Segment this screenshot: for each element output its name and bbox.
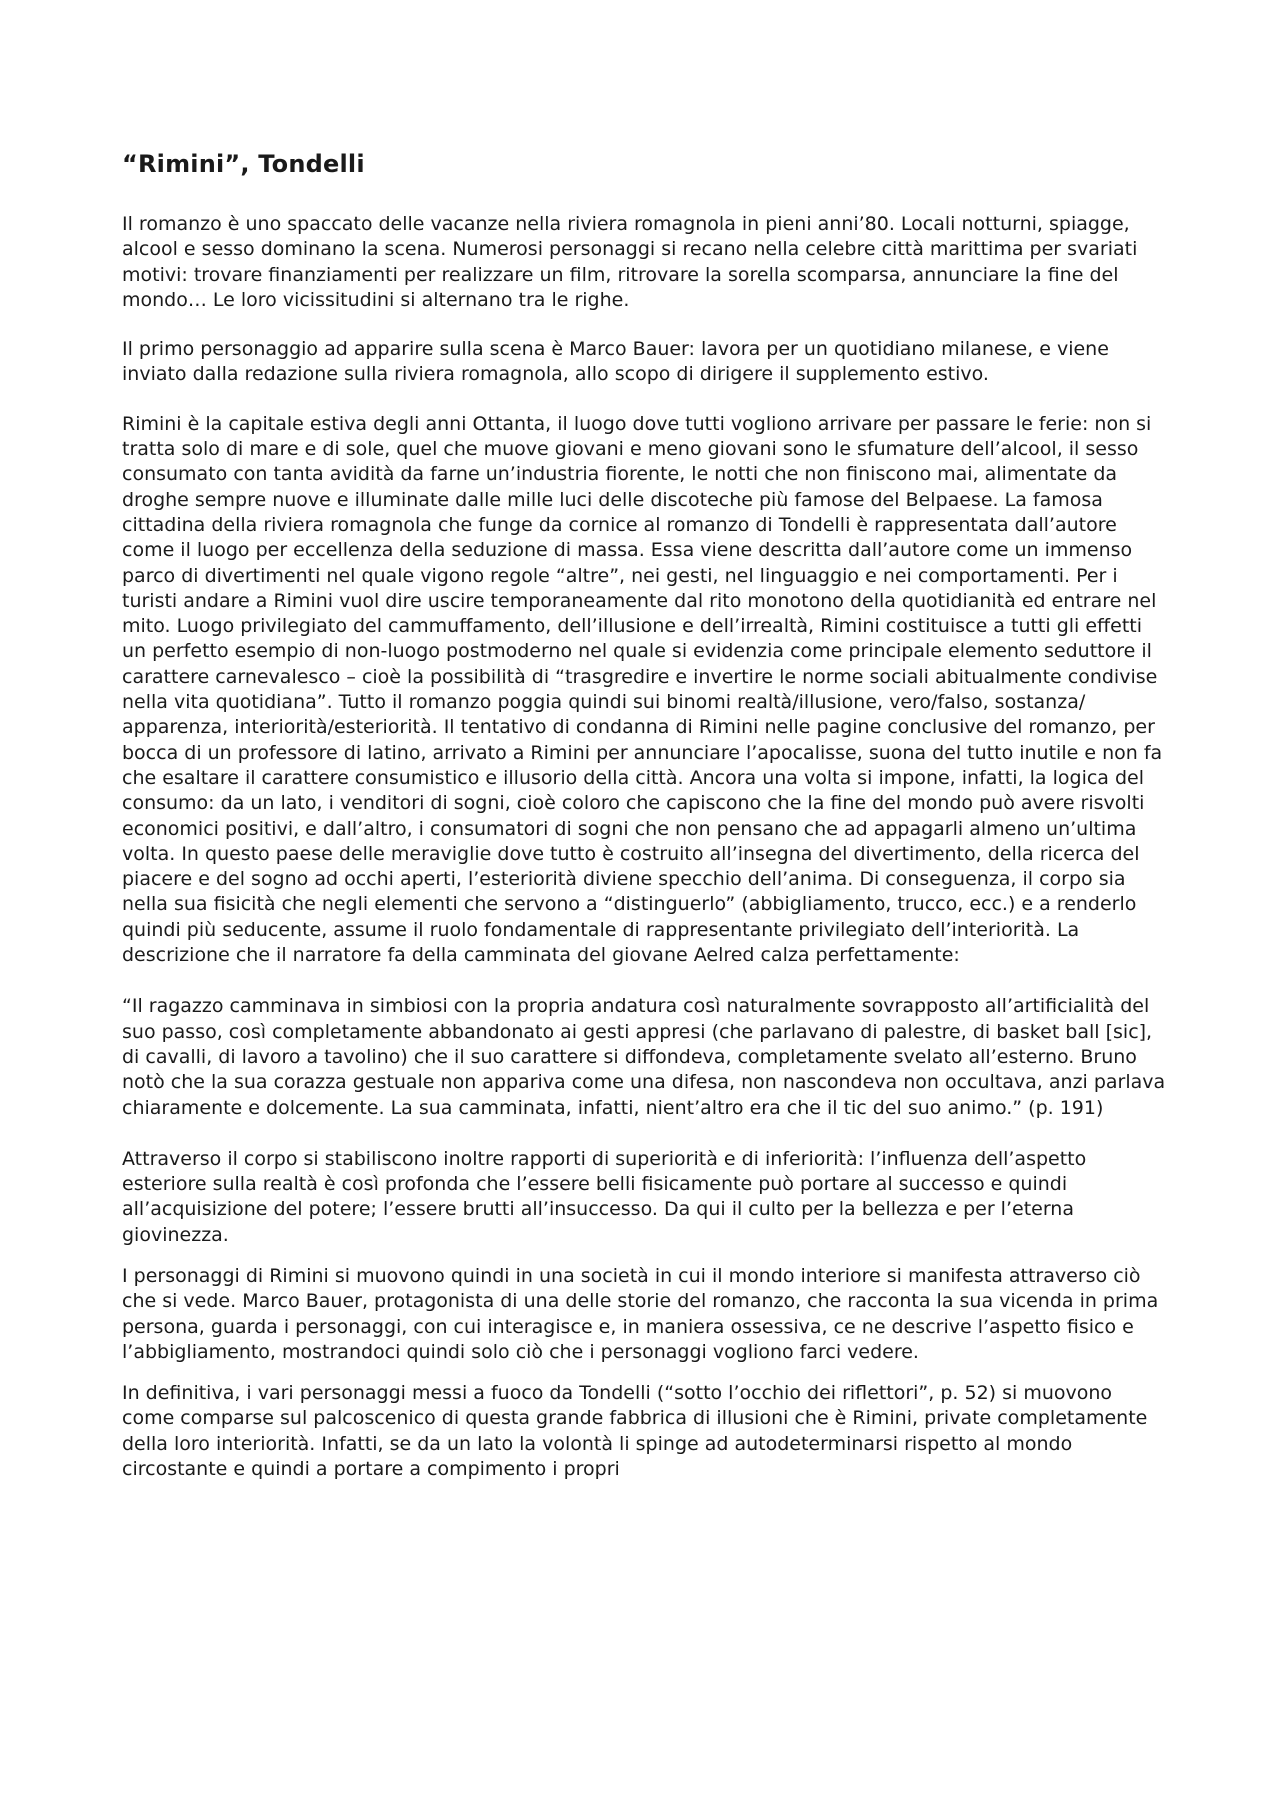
paragraph-rimini-capital: Rimini è la capitale estiva degli anni Ottanta, il luogo dove tutti vogliono arrivare per passare le ferie: non si tratta solo di mare e di sole, quel che muove giovani e meno giovani sono le sfumature dell’alcool, il sesso consumato con tanta avidità da farne un’industria fiorente, le notti che non finiscono mai, alimentate da droghe sempre nuove e illuminate dalle mille luci delle discoteche più famose del Belpaese. La famosa cittadina della riviera romagnola che funge da cornice al romanzo di Tondelli è rappresentata dall’autore come il luogo per eccellenza della seduzione di massa. Essa viene descritta dall’autore come un immenso parco di divertimenti nel quale vigono regole “altre”, nei gesti, nel linguaggio e nei comportamenti. Per i turisti andare a Rimini vuol dire uscire temporaneamente dal rito monotono della quotidianità ed entrare nel mito. Luogo privilegiato del cammuffamento, dell’illusione e dell’irrealtà, Rimini costituisce a tutti gli effetti un perfetto esempio di non-luogo postmoderno nel quale si evidenzia come principale elemento seduttore il carattere carnevalesco – cioè la possibilità di “trasgredire e invertire le norme sociali abitualmente condivise nella vita quotidiana”. Tutto il romanzo poggia quindi sui binomi realtà/illusione, vero/falso, sostanza/ apparenza, interiorità/esteriorità. Il tentativo di condanna di Rimini nelle pagine conclusive del romanzo, per bocca di un professore di latino, arrivato a Rimini per annunciare l’apocalisse, suona del tutto inutile e non fa che esaltare il carattere consumistico e illusorio della città. Ancora una volta si impone, infatti, la logica del consumo: da un lato, i venditori di sogni, cioè coloro che capiscono che la fine del mondo può avere risvolti economici positivi, e dall’altro, i consumatori di sogni che non pensano che ad appagarli almeno un’ultima volta. In questo paese delle meraviglie dove tutto è costruito all’insegna del divertimento, della ricerca del piacere e del sogno ad occhi aperti, l’esteriorità diviene specchio dell’anima. Di conseguenza, il corpo sia nella sua fisicità che negli elementi che servono a “distinguerlo” (abbigliamento, trucco, ecc.) e a renderlo quindi più seducente, assume il ruolo fondamentale di rappresentante privilegiato dell’interiorità. La descrizione che il narratore fa della camminata del giovane Aelred calza perfettamente: <box>122 412 1163 967</box>
paragraph-body-superiority: Attraverso il corpo si stabiliscono inoltre rapporti di superiorità e di inferiorità: l’influenza dell’aspetto esteriore sulla realtà è così profonda che l’essere belli fisicamente può portare al successo e quindi all’acquisizione del potere; l’essere brutti all’insuccesso. Da qui il culto per la bellezza e per l’eterna giovinezza. <box>122 1147 1087 1246</box>
paragraph-conclusion: In definitiva, i vari personaggi messi a fuoco da Tondelli (“sotto l’occhio dei riflettori”, p. 52) si muovono come comparse sul palcoscenico di questa grande fabbrica di illusioni che è Rimini, private completamente della loro interiorità. Infatti, se da un lato la volontà li spinge ad autodeterminarsi rispetto al mondo circostante e quindi a portare a compimento i propri <box>122 1382 1148 1481</box>
paragraph-intro: Il romanzo è uno spaccato delle vacanze nella riviera romagnola in pieni anni’80. Locali notturni, spiagge, alcool e sesso dominano la scena. Numerosi personaggi si recano nella celebre città marittima per svariati motivi: trovare finanziamenti per realizzare un film, ritrovare la sorella scomparsa, annunciare la fine del mondo… Le loro vicissitudini si alternano tra le righe. <box>122 213 1138 311</box>
document-title: “Rimini”, Tondelli <box>122 150 365 178</box>
paragraph-marco-bauer: Il primo personaggio ad apparire sulla scena è Marco Bauer: lavora per un quotidiano milanese, e viene inviato dalla redazione sulla riviera romagnola, allo scopo di dirigere il supplemento estivo. <box>122 338 1109 386</box>
paragraph-quote: “Il ragazzo camminava in simbiosi con la propria andatura così naturalmente sovrapposto all’artificialità del suo passo, così completamente abbandonato ai gesti appresi (che parlavano di palestre, di basket ball [sic], di cavalli, di lavoro a tavolino) che il suo carattere si diffondeva, completamente svelato all’esterno. Bruno notò che la sua corazza gestuale non appariva come una difesa, non nascondeva non occultava, anzi parlava chiaramente e dolcemente. La sua camminata, infatti, nient’altro era che il tic del suo animo.” (p. 191) <box>122 995 1166 1119</box>
document-page <box>122 148 1167 1482</box>
paragraph-characters: I personaggi di Rimini si muovono quindi in una società in cui il mondo interiore si manifesta attraverso ciò che si vede. Marco Bauer, protagonista di una delle storie del romanzo, che racconta la sua vicenda in prima persona, guarda i personaggi, con cui interagisce e, in maniera ossessiva, ce ne descrive l’aspetto fisico e l’abbigliamento, mostrandoci quindi solo ciò che i personaggi vogliono farci vedere. <box>122 1264 1159 1363</box>
